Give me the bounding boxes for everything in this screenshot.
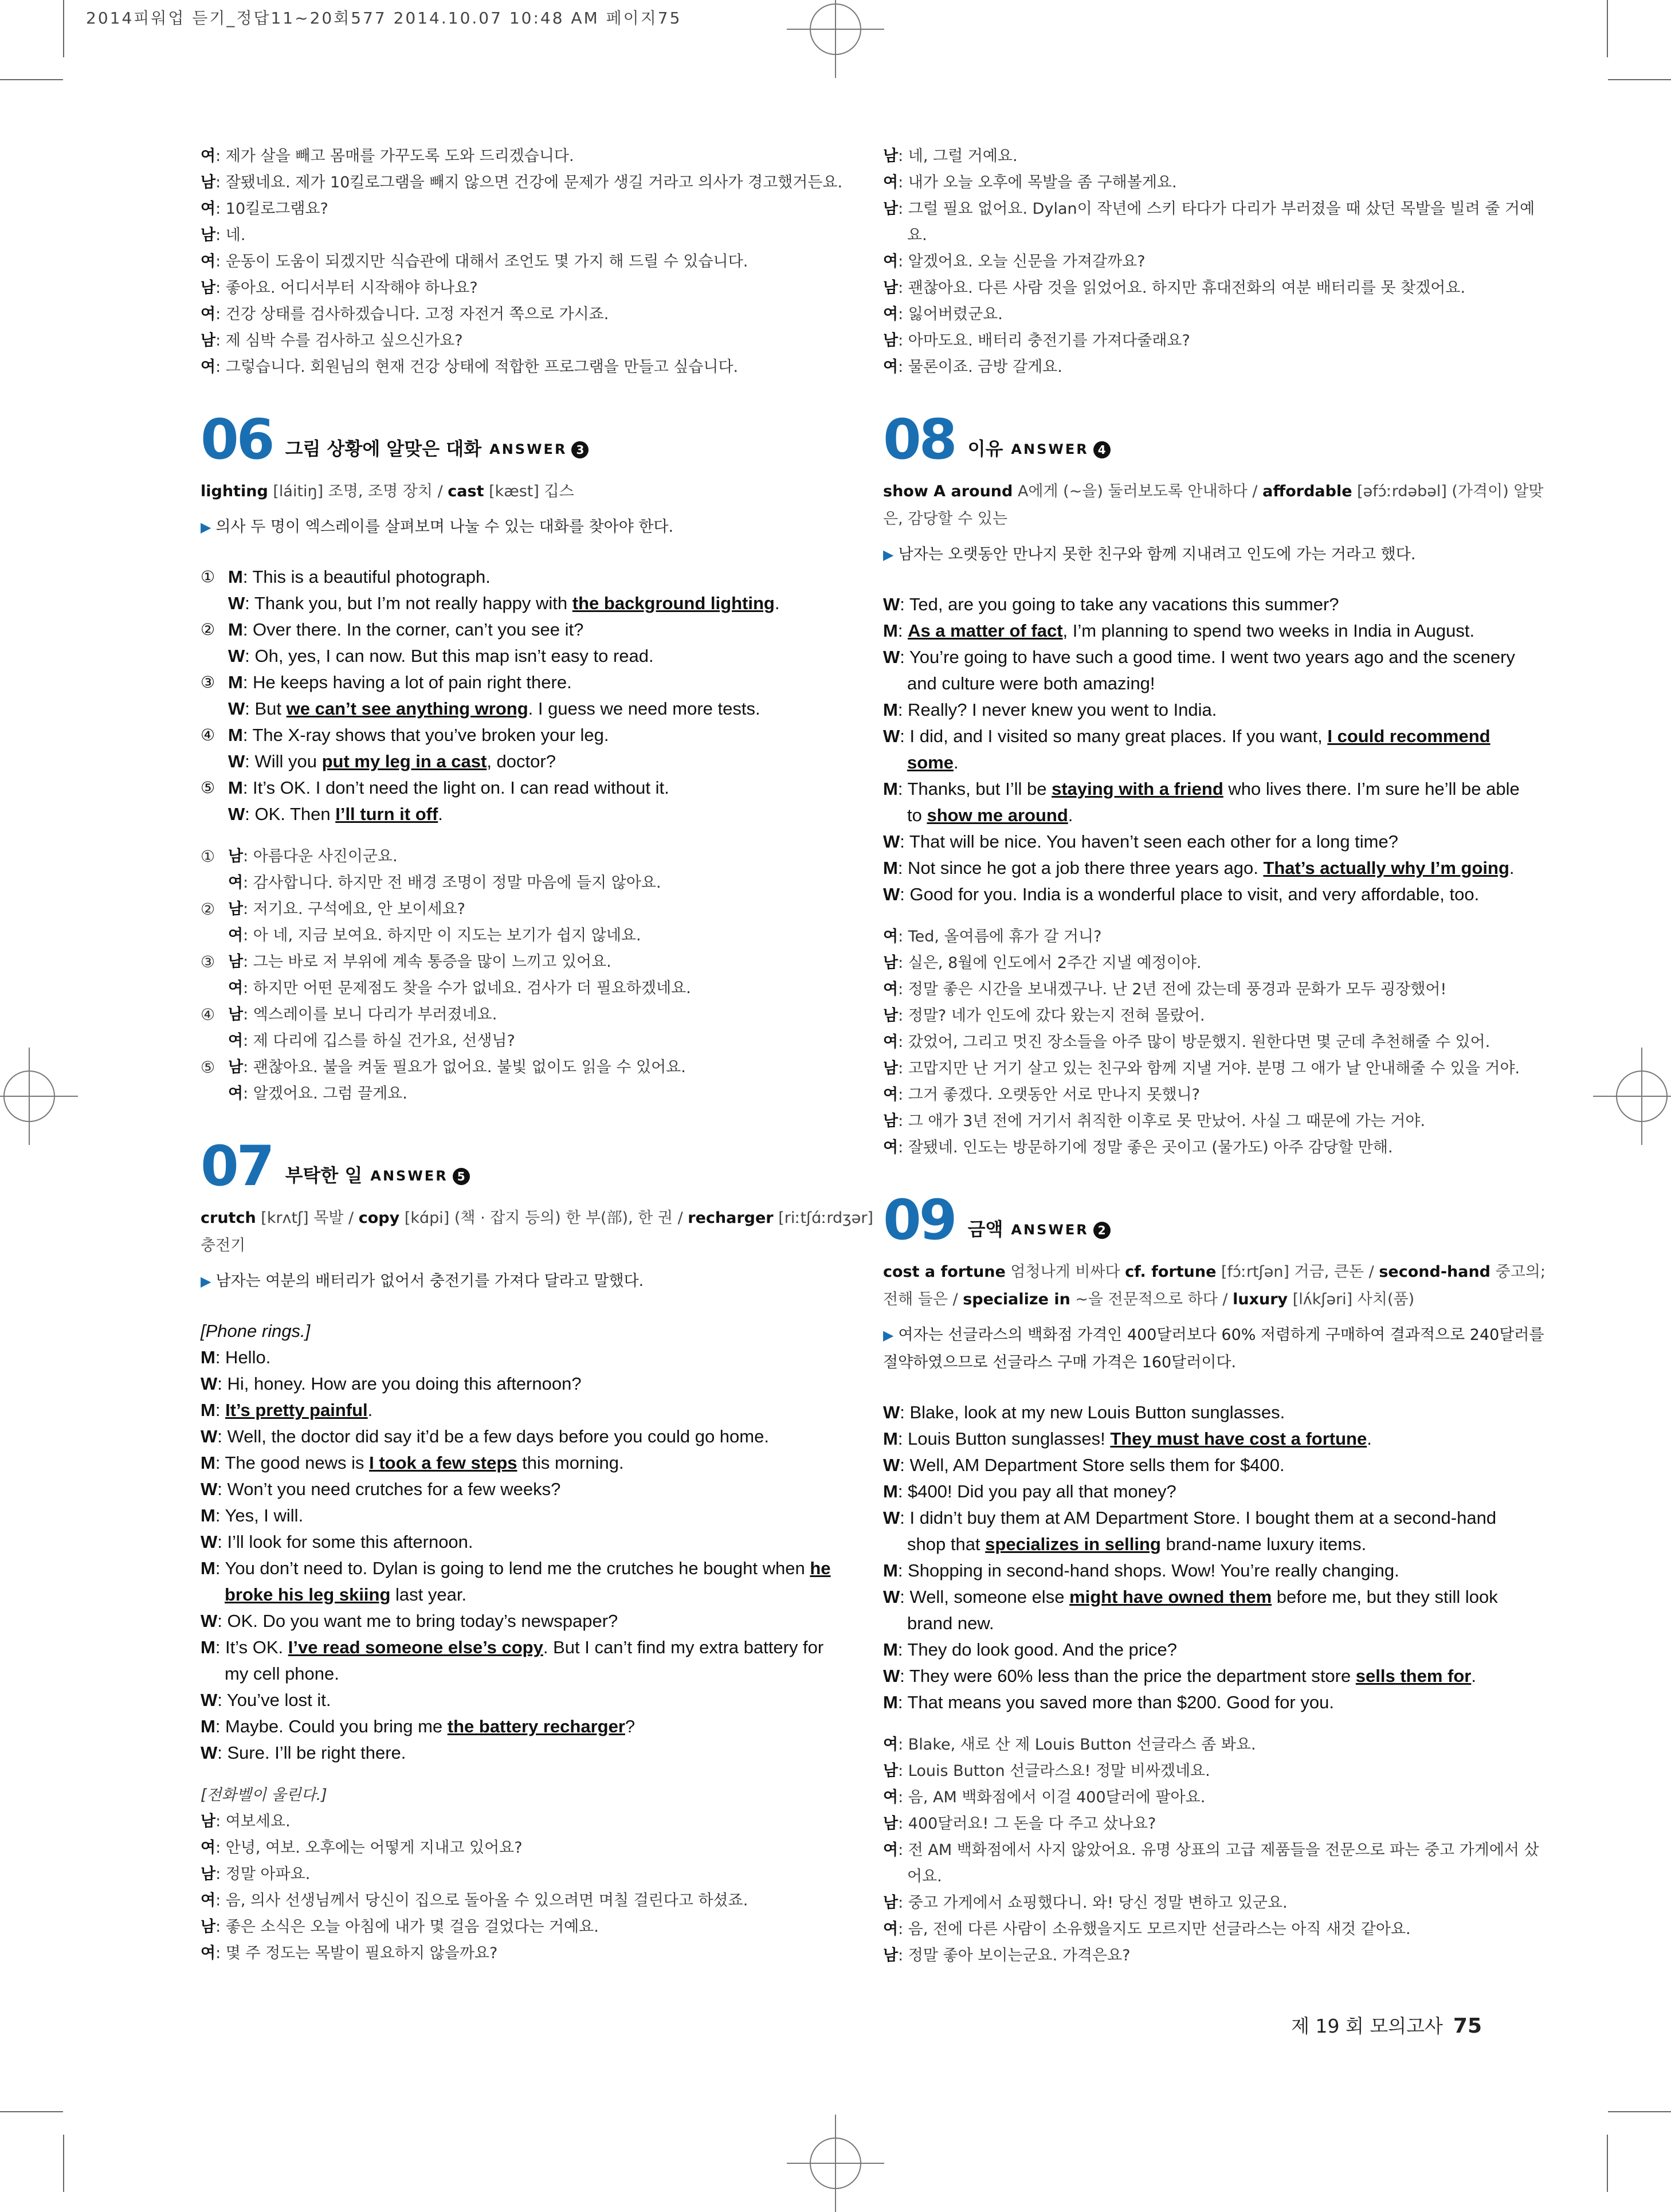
dialog-line: W: OK. Do you want me to bring today’s newspaper? (201, 1611, 618, 1631)
answer-number-badge: 4 (1093, 441, 1111, 458)
options-english (201, 564, 951, 827)
crop-mark (1607, 2135, 1608, 2192)
kor-line: 남: 좋은 소식은 오늘 아침에 내가 몇 걸음 걸었다는 거예요. (201, 1918, 599, 1936)
kor-line: 여: 음, 의사 선생님께서 당신이 집으로 돌아올 수 있으려면 며칠 걸린다고 하셨죠. (201, 1892, 748, 1909)
dialog-line: M: It’s OK. I’ve read someone else’s copy. But I can’t find my extra battery for (201, 1637, 824, 1657)
left-column (201, 143, 951, 1967)
kor-line: 남: 아마도요. 배터리 충전기를 가져다줄래요? (883, 332, 1190, 350)
option-item: ② M: Over there. In the corner, can’t you see it? W: Oh, yes, I can now. But this map isn’t easy to read. (201, 619, 654, 666)
kor-line-continued: 어요. (907, 1868, 942, 1885)
kor-line: 남: 정말 아파요. (201, 1865, 311, 1883)
kor-line: 남: Louis Button 선글라스요! 정말 비싸겠네요. (883, 1762, 1210, 1780)
kor-line: 남: 잘됐네요. 제가 10킬로그램을 빼지 않으면 건강에 문제가 생길 거라고 의사가 경고했거든요. (201, 174, 843, 191)
stage-direction: [Phone rings.] (201, 1321, 311, 1341)
kor-option-item: ① 남: 아름다운 사진이군요. 여: 감사합니다. 하지만 전 배경 조명이 정말 마음에 들지 않아요. (201, 847, 661, 892)
dialog-line-continued: shop that specializes in selling brand-name luxury items. (907, 1534, 1367, 1554)
answer-label: ANSWER 5 (370, 1168, 469, 1191)
dialog-line: W: Good for you. India is a wonderful place to visit, and very affordable, too. (883, 884, 1480, 904)
registration-mark (810, 3, 861, 55)
dialog-line: M: Yes, I will. (201, 1505, 304, 1525)
dialog-line: M: Thanks, but I’ll be staying with a friend who lives there. I’m sure he’ll be able (883, 779, 1520, 799)
kor-line: 여: 음, AM 백화점에서 이걸 400달러에 팔아요. (883, 1789, 1206, 1806)
page-number: 75 (1453, 2014, 1482, 2038)
dialog-line: M: $400! Did you pay all that money? (883, 1481, 1176, 1501)
kor-line: 여: 10킬로그램요? (201, 200, 328, 218)
dialog-line: W: Well, AM Department Store sells them for $400. (883, 1455, 1285, 1475)
crop-mark (1608, 2111, 1671, 2112)
crop-mark (0, 79, 63, 80)
kor-line: 여: 몇 주 정도는 목발이 필요하지 않을까요? (201, 1944, 498, 1962)
option-item: ⑤ M: It’s OK. I don’t need the light on. I can read without it. W: OK. Then I’ll turn it off. (201, 778, 669, 824)
answer-number-badge: 3 (571, 441, 589, 458)
kor-line: 남: 네. (201, 226, 246, 244)
kor-line: 여: Blake, 새로 산 제 Louis Button 선글라스 좀 봐요. (883, 1736, 1256, 1754)
section-number: 07 (201, 1134, 273, 1198)
dialog-line: M: It’s pretty painful. (201, 1400, 373, 1420)
dialog-line: W: You’re going to have such a good time. I went two years ago and the scenery (883, 647, 1515, 667)
dialog-line-continued: broke his leg skiing last year. (225, 1585, 467, 1605)
section-08-header (883, 407, 1634, 472)
kor-option-item: ⑤ 남: 괜찮아요. 불을 켜둘 필요가 없어요. 불빛 없이도 읽을 수 있어요. 여: 알겠어요. 그럼 끌게요. (201, 1058, 686, 1103)
triangle-bullet-icon: ▶ (883, 547, 894, 563)
crop-mark (63, 2135, 64, 2192)
section-09-header (883, 1188, 1634, 1252)
explanation: ▶ 여자는 선글라스의 백화점 가격인 400달러보다 60% 저렴하게 구매하여 결과적으로 240달러를 절약하였으므로 선글라스 구매 가격은 160달러이다. (883, 1326, 1544, 1371)
dialog-line: W: You’ve lost it. (201, 1690, 331, 1710)
dialog-line: W: Sure. I’ll be right there. (201, 1743, 406, 1763)
section-title: 그림 상황에 알맞은 대화 (285, 438, 482, 460)
kor-line: 남: 좋아요. 어디서부터 시작해야 하나요? (201, 279, 478, 297)
dialog-line: W: I did, and I visited so many great places. If you want, I could recommend (883, 726, 1490, 746)
dialog-english (883, 1399, 1634, 1716)
intro-korean-block (201, 143, 951, 381)
option-item: ④ M: The X-ray shows that you’ve broken your leg. W: Will you put my leg in a cast, doctor? (201, 725, 609, 771)
dialog-korean (201, 1782, 951, 1967)
registration-mark (3, 1070, 55, 1122)
answer-label: ANSWER 3 (489, 441, 589, 464)
kor-line: 여: 건강 상태를 검사하겠습니다. 고정 자전거 쪽으로 가시죠. (201, 305, 609, 323)
option-item: ① M: This is a beautiful photograph. W: Thank you, but I’m not really happy with the background lighting. (201, 567, 780, 613)
page-footer (1291, 2011, 1482, 2038)
kor-line: 여: 알겠어요. 오늘 신문을 가져갈까요? (883, 253, 1146, 270)
section-number: 06 (201, 407, 273, 472)
dialog-line: W: I didn’t buy them at AM Department Store. I bought them at a second-hand (883, 1508, 1497, 1528)
dialog-line: M: You don’t need to. Dylan is going to lend me the crutches he bought when he (201, 1558, 831, 1578)
kor-line-continued: 요. (907, 226, 927, 244)
section-title: 이유 (967, 438, 1003, 460)
kor-line: 남: 그 애가 3년 전에 거기서 취직한 이후로 못 만났어. 사실 그 때문에 가는 거야. (883, 1112, 1426, 1130)
explanation: ▶ 의사 두 명이 엑스레이를 살펴보며 나눌 수 있는 대화를 찾아야 한다. (201, 518, 674, 536)
dialog-line: W: Well, the doctor did say it’d be a few days before you could go home. (201, 1426, 769, 1446)
dialog-korean (883, 1732, 1634, 1969)
options-korean (201, 844, 951, 1107)
vocab-line: lighting [láitiŋ] 조명, 조명 장치 / cast [kæst] 깁스 (201, 483, 574, 500)
dialog-line: M: They do look good. And the price? (883, 1640, 1177, 1660)
kor-line: 남: 네, 그럴 거예요. (883, 147, 1018, 165)
stage-direction: [전화벨이 울린다.] (201, 1786, 327, 1804)
footer-label: 제 19 회 모의고사 (1291, 2015, 1443, 2037)
triangle-bullet-icon: ▶ (201, 519, 211, 535)
kor-line: 여: 잃어버렸군요. (883, 305, 1003, 323)
dialog-line: M: As a matter of fact, I’m planning to spend two weeks in India in August. (883, 621, 1475, 641)
vocab-line: cost a fortune 엄청나게 비싸다 cf. fortune [fɔ́ːrtʃən] 거금, 큰돈 / second-hand 중고의; 전해 들은 / specialize in ~을 전문적으로 하다 / luxury [lʌ́kʃəri] 사치(품) (883, 1263, 1546, 1308)
kor-option-item: ④ 남: 엑스레이를 보니 다리가 부러졌네요. 여: 제 다리에 깁스를 하실 건가요, 선생님? (201, 1005, 515, 1050)
section-06-header (201, 407, 951, 472)
dialog-english (883, 591, 1634, 908)
kor-line: 여: 내가 오늘 오후에 목발을 좀 구해볼게요. (883, 174, 1177, 191)
explanation: ▶ 남자는 여분의 배터리가 없어서 충전기를 가져다 달라고 말했다. (201, 1272, 644, 1290)
kor-line: 남: 중고 가게에서 쇼핑했다니. 와! 당신 정말 변하고 있군요. (883, 1894, 1288, 1912)
answer-number-badge: 5 (453, 1168, 470, 1185)
dialog-line-continued: and culture were both amazing! (907, 673, 1155, 693)
kor-line: 남: 고맙지만 난 거기 살고 있는 친구와 함께 지낼 거야. 분명 그 애가 날 안내해줄 수 있을 거야. (883, 1060, 1520, 1077)
section-title: 금액 (967, 1218, 1003, 1240)
kor-line: 남: 제 심박 수를 검사하고 싶으신가요? (201, 332, 463, 350)
section-title: 부탁한 일 (285, 1164, 363, 1186)
dialog-line-continued: brand new. (907, 1613, 994, 1633)
option-item: ③ M: He keeps having a lot of pain right there. W: But we can’t see anything wrong. I guess we need more tests. (201, 672, 760, 719)
kor-line: 여: 정말 좋은 시간을 보내겠구나. 난 2년 전에 갔는데 풍경과 문화가 모두 굉장했어! (883, 981, 1447, 998)
crop-mark (1608, 79, 1671, 80)
vocab-line: show A around A에게 (~을) 둘러보도록 안내하다 / affordable [əfɔ́ːrdəbəl] (가격이) 알맞 은, 감당할 수 있는 (883, 483, 1544, 528)
kor-line: 여: 제가 살을 빼고 몸매를 가꾸도록 도와 드리겠습니다. (201, 147, 574, 165)
section-number: 09 (883, 1188, 955, 1252)
kor-line: 남: 여보세요. (201, 1813, 291, 1830)
dialog-line: W: Won’t you need crutches for a few weeks? (201, 1479, 561, 1499)
kor-line: 여: 갔었어, 그리고 멋진 장소들을 아주 많이 방문했지. 원한다면 몇 군데 추천해줄 수 있어. (883, 1033, 1490, 1051)
dialog-line: M: Louis Button sunglasses! They must have cost a fortune. (883, 1429, 1372, 1449)
right-column (883, 143, 1634, 1969)
dialog-line: W: Hi, honey. How are you doing this afternoon? (201, 1374, 582, 1394)
kor-line: 여: 안녕, 여보. 오후에는 어떻게 지내고 있어요? (201, 1839, 523, 1857)
dialog-korean (883, 924, 1634, 1161)
kor-line: 여: 전 AM 백화점에서 사지 않았어요. 유명 상표의 고급 제품들을 전문으로 파는 중고 가게에서 샀 (883, 1841, 1539, 1859)
section-number: 08 (883, 407, 955, 472)
crop-mark (1607, 0, 1608, 57)
dialog-line: M: Hello. (201, 1347, 271, 1367)
header-slug: 2014피워업 듣기_정답11~20회577 2014.10.07 10:48 AM 페이지75 (86, 9, 682, 28)
dialog-line: M: Maybe. Could you bring me the battery recharger? (201, 1716, 636, 1736)
kor-option-item: ③ 남: 그는 바로 저 부위에 계속 통증을 많이 느끼고 있어요. 여: 하지만 어떤 문제점도 찾을 수가 없네요. 검사가 더 필요하겠네요. (201, 952, 691, 997)
dialog-line: M: The good news is I took a few steps this morning. (201, 1453, 624, 1473)
dialog-english (201, 1318, 951, 1766)
answer-label: ANSWER 2 (1011, 1222, 1110, 1245)
kor-line: 여: Ted, 올여름에 휴가 갈 거니? (883, 928, 1102, 946)
dialog-line-continued: to show me around. (907, 805, 1073, 825)
dialog-line: W: Well, someone else might have owned them before me, but they still look (883, 1587, 1498, 1607)
kor-option-item: ② 남: 저기요. 구석에요, 안 보이세요? 여: 아 네, 지금 보여요. 하지만 이 지도는 보기가 쉽지 않네요. (201, 900, 641, 944)
answer-number-badge: 2 (1093, 1222, 1111, 1239)
answer-label: ANSWER 4 (1011, 441, 1110, 464)
kor-line: 남: 괜찮아요. 다른 사람 것을 읽었어요. 하지만 휴대전화의 여분 배터리를 못 찾겠어요. (883, 279, 1466, 297)
registration-mark (810, 2138, 861, 2189)
crop-mark (0, 2111, 63, 2112)
kor-line: 여: 운동이 도움이 되겠지만 식습관에 대해서 조언도 몇 가지 해 드릴 수 있습니다. (201, 253, 748, 270)
kor-line: 여: 잘됐네. 인도는 방문하기에 정말 좋은 곳이고 (물가도) 아주 감당할 만해. (883, 1139, 1393, 1156)
kor-line: 남: 정말 좋아 보이는군요. 가격은요? (883, 1947, 1131, 1964)
dialog-line-continued: some. (907, 752, 959, 772)
dialog-line: M: Really? I never knew you went to India. (883, 700, 1217, 720)
section-07-header (201, 1134, 951, 1198)
dialog-line: M: Shopping in second-hand shops. Wow! You’re really changing. (883, 1560, 1399, 1580)
kor-line: 남: 정말? 네가 인도에 갔다 왔는지 전혀 몰랐어. (883, 1007, 1205, 1025)
dialog-line: W: Blake, look at my new Louis Button sunglasses. (883, 1402, 1285, 1422)
vocab-line: crutch [krʌtʃ] 목발 / copy [kɑ́pi] (책 · 잡지 등의) 한 부(部), 한 권 / recharger [riːtʃɑ́ːrdʒər] 충전기 (201, 1209, 873, 1254)
intro-korean-block (883, 143, 1634, 381)
crop-mark (63, 0, 64, 57)
dialog-line: W: That will be nice. You haven’t seen each other for a long time? (883, 832, 1398, 852)
kor-line: 여: 그렇습니다. 회원님의 현재 건강 상태에 적합한 프로그램을 만들고 싶습니다. (201, 358, 739, 376)
explanation: ▶ 남자는 오랫동안 만나지 못한 친구와 함께 지내려고 인도에 가는 거라고 했다. (883, 546, 1416, 563)
kor-line: 남: 400달러요! 그 돈을 다 주고 샀나요? (883, 1815, 1156, 1833)
triangle-bullet-icon: ▶ (201, 1273, 211, 1289)
kor-line: 여: 그거 좋겠다. 오랫동안 서로 만나지 못했니? (883, 1086, 1200, 1104)
dialog-line: M: That means you saved more than $200. Good for you. (883, 1692, 1334, 1712)
kor-line: 여: 음, 전에 다른 사람이 소유했을지도 모르지만 선글라스는 아직 새것 같아요. (883, 1920, 1411, 1938)
dialog-line-continued: my cell phone. (225, 1664, 339, 1684)
dialog-line: M: Not since he got a job there three years ago. That’s actually why I’m going. (883, 858, 1515, 878)
dialog-line: W: They were 60% less than the price the department store sells them for. (883, 1666, 1476, 1686)
dialog-line: W: Ted, are you going to take any vacations this summer? (883, 594, 1339, 614)
kor-line: 남: 실은, 8월에 인도에서 2주간 지낼 예정이야. (883, 954, 1202, 972)
dialog-line: W: I’ll look for some this afternoon. (201, 1532, 473, 1552)
triangle-bullet-icon: ▶ (883, 1327, 894, 1343)
kor-line: 남: 그럴 필요 없어요. Dylan이 작년에 스키 타다가 다리가 부러졌을 때 샀던 목발을 빌려 줄 거예 (883, 200, 1535, 218)
kor-line: 여: 물론이죠. 금방 갈게요. (883, 358, 1062, 376)
